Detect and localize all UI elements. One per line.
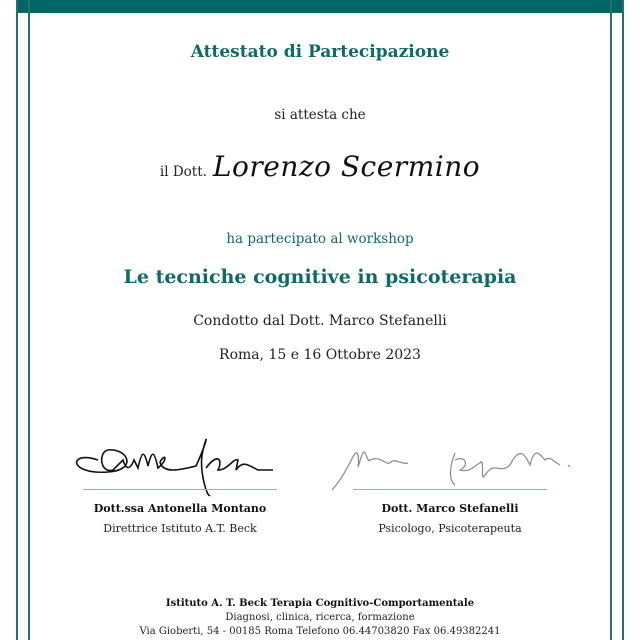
footer-address: Via Gioberti, 54 - 00185 Roma Telefono 06.44703820 Fax 06.49382241 (139, 626, 501, 637)
attests-text: si attesta che (274, 107, 366, 123)
participation-text: ha partecipato al workshop (226, 231, 414, 247)
conducted-by: Condotto dal Dott. Marco Stefanelli (193, 313, 447, 329)
footer-tagline: Diagnosi, clinica, ricerca, formazione (225, 612, 415, 623)
signatory-name: Dott. Marco Stefanelli (381, 502, 519, 515)
signature-line-right (353, 489, 547, 490)
recipient-name: Lorenzo Scermino (212, 150, 481, 183)
signatory-role: Direttrice Istituto A.T. Beck (103, 522, 257, 535)
honorific: il Dott. (159, 164, 207, 180)
signature-line-left (83, 489, 277, 490)
footer-institute: Istituto A. T. Beck Terapia Cognitivo-Comportamentale (165, 598, 475, 609)
date-place: Roma, 15 e 16 Ottobre 2023 (219, 347, 421, 363)
workshop-title: Le tecniche cognitive in psicoterapia (123, 266, 517, 288)
certificate-title: Attestato di Partecipazione (190, 42, 450, 62)
signatory-role: Psicologo, Psicoterapeuta (378, 522, 522, 535)
top-border-bar (17, 0, 624, 13)
signature-stefanelli (330, 435, 575, 495)
recipient-row (0, 150, 640, 183)
signatory-name: Dott.ssa Antonella Montano (93, 502, 267, 515)
